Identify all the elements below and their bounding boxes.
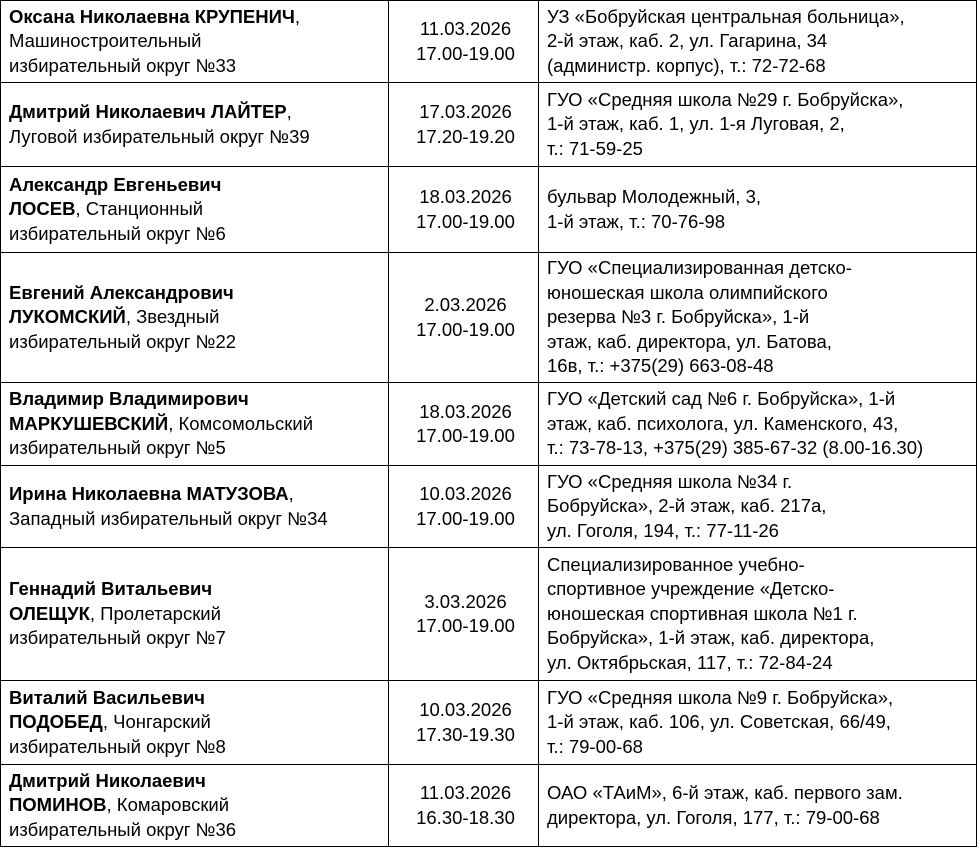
location-line: ГУО «Средняя школа №29 г. Бобруйска», [547,88,904,110]
district-text: , Комаровский [106,794,230,816]
deputy-name: Дмитрий Николаевич ЛАЙТЕР [9,101,287,122]
location-cell [539,765,977,847]
schedule-body [1,1,977,847]
location-cell [539,253,977,383]
deputy-line [9,412,384,437]
deputy-line [9,735,384,760]
deputy-name: Геннадий Витальевич [9,578,213,600]
location-line: Специализированное учебно- [547,553,805,575]
location-line: резерва №3 г. Бобруйска», 1-й [547,306,810,328]
deputy-line [9,173,384,198]
table-row [1,765,977,847]
table-row [1,253,977,383]
table-row [1,548,977,681]
location-line: ГУО «Детский сад №6 г. Бобруйска», 1-й [547,388,896,410]
deputy-name: Оксана Николаевна КРУПЕНИЧ [9,5,295,27]
deputy-name: ПОМИНОВ [9,794,107,816]
deputy-name: Виталий Васильевич [9,686,205,708]
location-line: юношеская школа олимпийского [547,281,828,303]
deputy-line [9,507,384,532]
location-line: ул. Октябрьская, 117, т.: 72-84-24 [547,651,833,673]
reception-date: 3.03.2026 [424,590,507,612]
deputy-line [9,100,384,125]
reception-time: 16.30-18.30 [416,806,515,828]
deputy-name: Владимир Владимирович [9,388,249,410]
location-line: ГУО «Специализированная детско- [547,257,852,279]
location-line: этаж, каб. психолога, ул. Каменского, 43, [547,412,899,434]
location-line: этаж, каб. директора, ул. Батова, [547,330,832,352]
deputy-line [9,330,384,355]
district-text: Западный избирательный округ №34 [9,507,328,529]
district-text: избирательный округ №8 [9,735,226,757]
deputy-line [9,769,384,794]
location-line: 1-й этаж, каб. 106, ул. Советская, 66/49, [547,711,891,733]
deputy-name: Александр Евгеньевич [9,173,222,195]
deputy-line [9,387,384,412]
district-text: избирательный округ №6 [9,222,226,244]
deputy-line [9,686,384,711]
location-line: т.: 73-78-13, +375(29) 385-67-32 (8.00-16.30) [547,437,924,459]
datetime-cell [389,253,539,383]
location-line: 16в, т.: +375(29) 663-08-48 [547,355,774,377]
reception-date: 11.03.2026 [419,18,512,39]
location-line: ОАО «ТАиМ», 6-й этаж, каб. первого зам. [547,782,903,803]
deputy-line [9,29,384,54]
reception-time: 17.00-19.00 [416,210,515,232]
district-text: избирательный округ №22 [9,330,237,352]
location-line: бульвар Молодежный, 3, [547,186,761,207]
reception-date: 11.03.2026 [419,782,512,803]
location-cell [539,681,977,765]
location-line: спортивное учреждение «Детско- [547,578,835,600]
deputy-cell [1,466,389,548]
district-text: избирательный округ №7 [9,627,226,649]
reception-date: 10.03.2026 [419,699,512,720]
datetime-cell [389,383,539,466]
location-cell [539,548,977,681]
deputy-cell [1,167,389,253]
deputy-cell [1,253,389,383]
district-text: , [286,101,292,122]
datetime-cell [389,167,539,253]
deputy-cell [1,383,389,466]
district-text: , Комсомольский [168,412,314,434]
datetime-cell [389,548,539,681]
deputy-line [9,818,384,843]
datetime-cell [389,466,539,548]
location-cell [539,466,977,548]
deputy-cell [1,681,389,765]
location-line: т.: 79-00-68 [547,735,643,757]
district-text: , [294,5,301,27]
reception-time: 17.00-19.00 [416,42,515,64]
deputy-cell [1,548,389,681]
datetime-cell [389,681,539,765]
district-text: избирательный округ №5 [9,437,226,459]
deputy-name: Дмитрий Николаевич [9,769,206,791]
reception-date: 10.03.2026 [419,483,512,504]
deputy-name: Ирина Николаевна МАТУЗОВА [9,483,289,504]
deputy-line [9,54,384,79]
district-text: Луговой избирательный округ №39 [9,125,310,147]
location-line: ГУО «Средняя школа №9 г. Бобруйска», [547,686,894,708]
reception-date: 18.03.2026 [419,186,512,207]
datetime-cell [389,1,539,83]
deputy-line [9,222,384,247]
deputy-line [9,281,384,306]
deputy-name: Евгений Александрович [9,281,234,303]
location-line: УЗ «Бобруйская центральная больница», [547,5,905,27]
table-row [1,1,977,83]
deputy-line [9,125,384,150]
district-text: , Станционный [75,198,204,220]
reception-time: 17.00-19.00 [416,318,515,340]
reception-time: 17.00-19.00 [416,507,515,529]
table-row [1,167,977,253]
location-cell [539,167,977,253]
deputy-name: ПОДОБЕД [9,711,103,733]
deputy-line [9,5,384,30]
datetime-cell [389,83,539,167]
reception-time: 17.00-19.00 [416,425,515,446]
district-text: , Чонгарский [102,711,211,733]
deputy-name: МАРКУШЕВСКИЙ [9,412,169,434]
district-text: , Пролетарский [89,602,221,624]
reception-time: 17.30-19.30 [416,723,515,745]
deputy-line [9,305,384,330]
district-text: , [288,483,294,504]
reception-date: 17.03.2026 [419,101,512,122]
location-line: юношеская спортивная школа №1 г. [547,602,858,624]
location-cell [539,383,977,466]
deputy-line [9,577,384,602]
deputy-cell [1,83,389,167]
deputy-cell [1,1,389,83]
deputy-line [9,710,384,735]
deputy-line [9,482,384,507]
location-line: 1-й этаж, каб. 1, ул. 1-я Луговая, 2, [547,113,845,135]
location-cell [539,1,977,83]
district-text: Машиностроительный [9,30,202,52]
district-text: избирательный округ №36 [9,818,237,840]
location-line: ГУО «Средняя школа №34 г. [547,470,793,492]
deputy-name: ЛОСЕВ [9,198,76,220]
deputy-line [9,197,384,222]
location-line: Бобруйска», 2-й этаж, каб. 217а, [547,495,827,517]
reception-date: 2.03.2026 [424,294,507,315]
location-cell [539,83,977,167]
location-line: т.: 71-59-25 [547,137,643,159]
deputy-cell [1,765,389,847]
reception-time: 17.20-19.20 [416,125,515,147]
deputy-line [9,436,384,461]
district-text: , Звездный [125,306,220,328]
reception-time: 17.00-19.00 [416,615,515,636]
deputy-line [9,793,384,818]
table-row [1,83,977,167]
datetime-cell [389,765,539,847]
location-line: 2-й этаж, каб. 2, ул. Гагарина, 34 [547,30,828,52]
deputy-line [9,602,384,627]
table-row [1,383,977,466]
location-line: (администр. корпус), т.: 72-72-68 [547,54,826,76]
deputy-name: ЛУКОМСКИЙ [9,306,126,328]
district-text: избирательный округ №33 [9,54,237,76]
table-row [1,466,977,548]
location-line: директора, ул. Гоголя, 177, т.: 79-00-68 [547,806,880,828]
reception-date: 18.03.2026 [419,400,512,422]
location-line: Бобруйска», 1-й этаж, каб. директора, [547,627,875,649]
table-row [1,681,977,765]
location-line: 1-й этаж, т.: 70-76-98 [547,210,726,232]
deputy-line [9,626,384,651]
deputy-name: ОЛЕЩУК [9,602,90,624]
location-line: ул. Гоголя, 194, т.: 77-11-26 [547,519,779,541]
